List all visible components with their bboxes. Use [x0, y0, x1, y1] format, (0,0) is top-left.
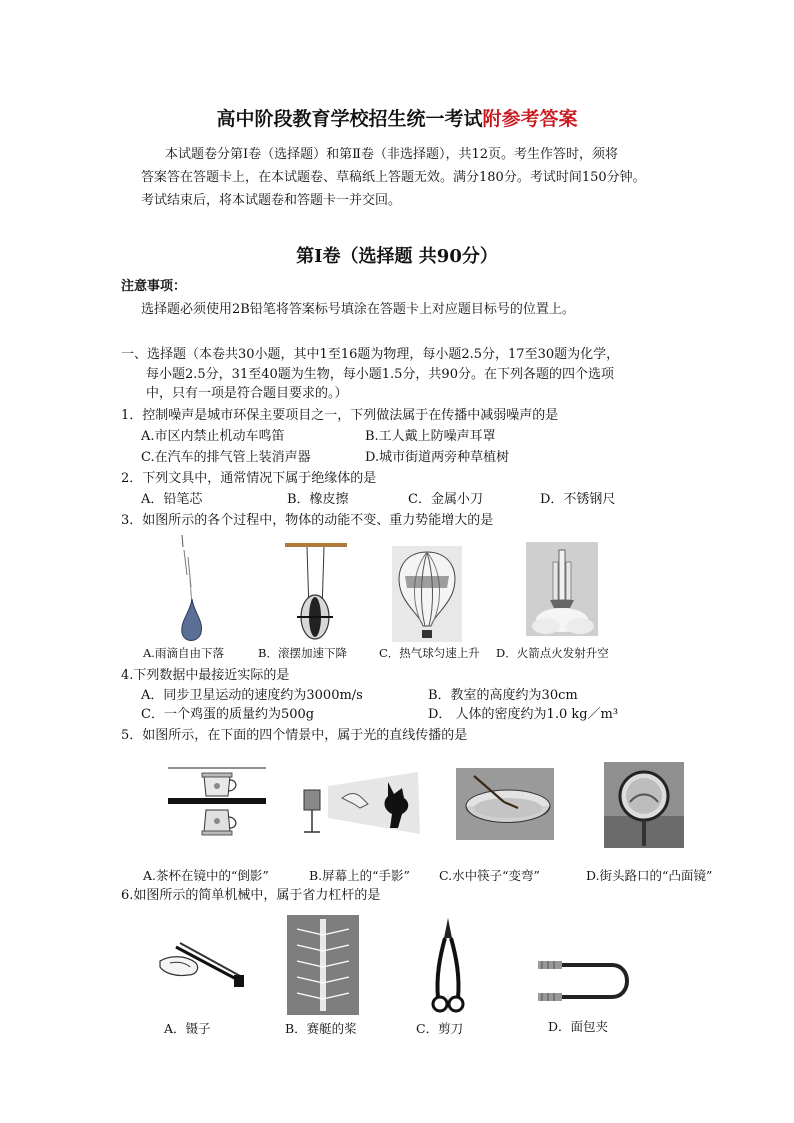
intro-line-3: 考试结束后，将本试题卷和答题卡一并交回。 [141, 193, 402, 208]
q2-option-b: B．橡皮擦 [287, 492, 349, 507]
q2-option-a: A．铅笔芯 [141, 492, 203, 507]
chopsticks-in-water-image [456, 768, 554, 840]
q1-option-b: B.工人戴上防噪声耳罩 [365, 429, 496, 444]
tweezers-image [156, 933, 252, 993]
q5-caption-d: D.街头路口的“凸面镜” [586, 868, 713, 883]
q1-stem: 1．控制噪声是城市环保主要项目之一，下列做法属于在传播中减弱噪声的是 [121, 408, 559, 423]
title-suffix: 附参考答案 [482, 108, 578, 130]
page-title [0, 104, 794, 131]
q3-stem: 3．如图所示的各个过程中，物体的动能不变、重力势能增大的是 [121, 513, 494, 528]
q2-option-d: D．不锈钢尺 [540, 492, 616, 507]
q5-caption-a: A.茶杯在镜中的“倒影” [143, 868, 269, 883]
q5-stem: 5．如图所示，在下面的四个情景中，属于光的直线传播的是 [121, 728, 468, 743]
q6-caption-a: A．镊子 [164, 1021, 211, 1036]
q5-caption-b: B.屏幕上的“手影” [309, 868, 410, 883]
section-title: 第Ⅰ卷（选择题 共90分） [296, 246, 498, 267]
q4-stem: 4.下列数据中最接近实际的是 [121, 668, 290, 683]
q1-option-c: C.在汽车的排气管上装消声器 [141, 450, 311, 465]
hot-air-balloon-image [392, 546, 462, 642]
convex-mirror-image [604, 762, 684, 848]
q3-caption-b: B．滚摆加速下降 [258, 646, 347, 660]
q6-caption-d: D．面包夹 [548, 1019, 609, 1034]
q1-option-d: D.城市街道两旁种草植树 [365, 450, 510, 465]
q3-caption-a: A.雨滴自由下落 [143, 646, 224, 660]
q1-option-a: A.市区内禁止机动车鸣笛 [141, 429, 285, 444]
intro-line-2: 答案答在答题卡上，在本试题卷、草稿纸上答题无效。满分180分。考试时间150分钟。 [141, 170, 646, 185]
teacup-reflection-image [168, 766, 266, 844]
q3-caption-d: D．火箭点火发射升空 [496, 646, 609, 660]
instructions-line-2: 每小题2.5分，31至40题为生物，每小题1.5分，共90分。在下列各题的四个选项 [146, 367, 614, 382]
q4-option-d: D． 人体的密度约为1.0 kg／m³ [428, 707, 619, 722]
title-main: 高中阶段教育学校招生统一考试 [216, 108, 483, 130]
hand-shadow-image [298, 768, 430, 838]
q4-option-b: B．教室的高度约为30cm [428, 688, 578, 703]
instructions-line-3: 中，只有一项是符合题目要求的。） [146, 386, 348, 401]
q4-option-c: C．一个鸡蛋的质量约为500g [141, 707, 315, 722]
q6-caption-c: C．剪刀 [416, 1021, 464, 1036]
rowing-oars-image [287, 915, 359, 1015]
raindrop-image [170, 535, 210, 645]
intro-line-1: 本试题卷分第Ⅰ卷（选择题）和第Ⅱ卷（非选择题），共12页。考生作答时，须将 [165, 147, 619, 162]
q2-stem: 2．下列文具中，通常情况下属于绝缘体的是 [121, 471, 377, 486]
rolling-pendulum-image [283, 541, 351, 643]
instructions-line-1: 一、选择题（本卷共30小题，其中1至16题为物理，每小题2.5分，17至30题为化学， [121, 347, 620, 362]
q5-caption-c: C.水中筷子“变弯” [439, 868, 540, 883]
q6-stem: 6.如图所示的简单机械中，属于省力杠杆的是 [121, 888, 381, 903]
notice-text: 选择题必须使用2B铅笔将答案标号填涂在答题卡上对应题目标号的位置上。 [141, 302, 575, 317]
q6-caption-b: B．赛艇的桨 [285, 1021, 357, 1036]
rocket-launch-image [526, 542, 598, 636]
q4-option-a: A．同步卫星运动的速度约为3000m/s [141, 688, 363, 703]
q2-option-c: C．金属小刀 [408, 492, 483, 507]
notice-label: 注意事项： [121, 279, 187, 294]
bread-tongs-image [532, 953, 636, 1009]
q3-caption-c: C．热气球匀速上升 [379, 646, 480, 660]
scissors-image [430, 916, 466, 1016]
